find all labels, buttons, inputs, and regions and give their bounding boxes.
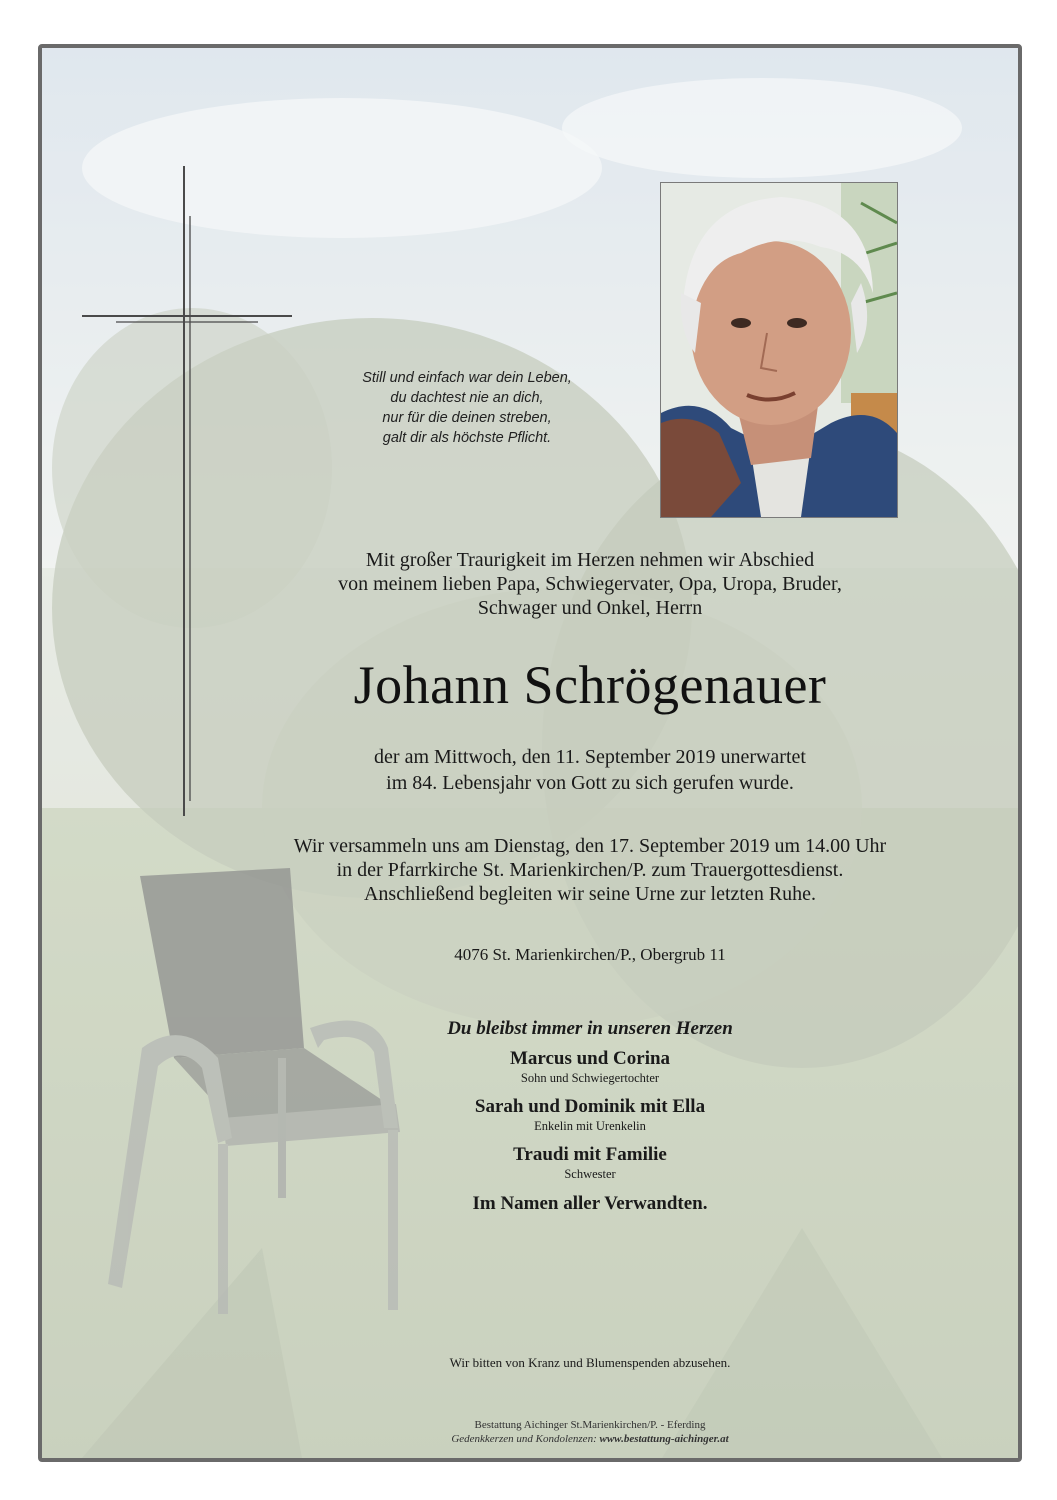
poem-line: galt dir als höchste Pflicht. [382, 430, 552, 446]
poem-line: du dachtest nie an dich, [390, 390, 544, 406]
undertaker-name: Bestattung Aichinger St.Marienkirchen/P. - Eferding [474, 1419, 706, 1431]
service-line: Wir versammeln uns am Dienstag, den 17. September 2019 um 14.00 Uhr [293, 835, 887, 857]
mourner-relation: Sohn und Schwiegertochter [520, 1071, 660, 1085]
passing-line: im 84. Lebensjahr von Gott zu sich gerufen wurde. [386, 772, 794, 794]
deceased-name: Johann Schrögenauer [353, 655, 827, 715]
intro-line: Schwager und Onkel, Herrn [477, 597, 703, 619]
mourner-name: Marcus und Corina [509, 1048, 671, 1069]
poem-line: nur für die deinen streben, [382, 410, 552, 426]
passing-notice [260, 744, 920, 796]
cross-icon [82, 166, 302, 826]
donation-request: Wir bitten von Kranz und Blumenspenden abzusehen. [449, 1355, 731, 1370]
parte-card [38, 44, 1022, 1462]
mourner-name: Sarah und Dominik mit Ella [474, 1096, 706, 1117]
mourner-relation: Enkelin mit Urenkelin [534, 1119, 646, 1133]
condolence-label: Gedenkkerzen und Kondolenzen: [451, 1433, 597, 1445]
farewell-intro [260, 548, 920, 620]
service-line: in der Pfarrkirche St. Marienkirchen/P. zum Trauergottesdienst. [336, 859, 844, 881]
closing-line: Im Namen aller Verwandten. [472, 1193, 708, 1214]
poem [322, 368, 612, 448]
intro-line: von meinem lieben Papa, Schwiegervater, Opa, Uropa, Bruder, [338, 573, 842, 595]
poem-line: Still und einfach war dein Leben, [362, 370, 572, 386]
condolence-line [310, 1432, 870, 1446]
portrait-photo [660, 182, 898, 518]
service-details [250, 834, 930, 906]
mourner-relation: Schwester [564, 1167, 616, 1181]
portrait-illustration [661, 183, 897, 517]
service-line: Anschließend begleiten wir seine Urne zur letzten Ruhe. [363, 883, 817, 905]
mourner-name: Traudi mit Familie [513, 1144, 667, 1165]
remembrance-heading: Du bleibst immer in unseren Herzen [447, 1018, 733, 1039]
intro-line: Mit großer Traurigkeit im Herzen nehmen wir Abschied [365, 549, 815, 571]
passing-line: der am Mittwoch, den 11. September 2019 unerwartet [374, 746, 806, 768]
mourners-list [340, 1016, 840, 1216]
family-address: 4076 St. Marienkirchen/P., Obergrub 11 [454, 945, 726, 964]
condolence-link[interactable]: www.bestattung-aichinger.at [599, 1433, 729, 1445]
undertaker-footer [310, 1418, 870, 1446]
